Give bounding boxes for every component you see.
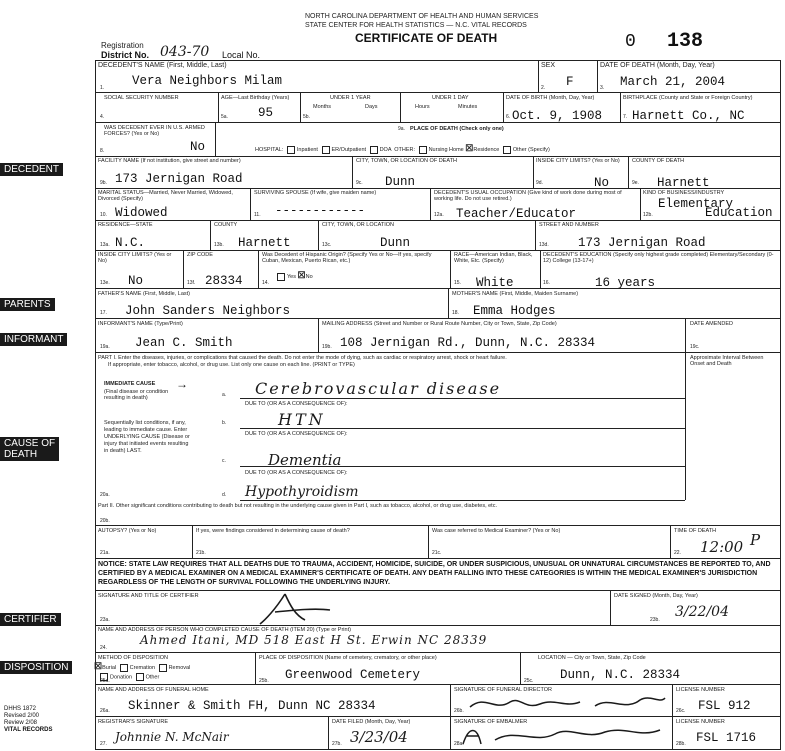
item-10: 10.	[100, 212, 107, 218]
form-id-line4: VITAL RECORDS	[4, 727, 53, 733]
label-residence-street: STREET AND NUMBER	[539, 222, 599, 228]
item-27: 27.	[100, 741, 107, 747]
label-hours: Hours	[415, 104, 430, 110]
item-a: a.	[222, 392, 227, 398]
label-due-to-2: DUE TO (OR AS A CONSEQUENCE OF):	[245, 431, 348, 437]
section-decedent: DECEDENT	[0, 163, 63, 176]
item-14: 14.	[262, 280, 269, 286]
checkbox-removal[interactable]	[159, 664, 167, 672]
arrow-right-icon: →	[176, 377, 188, 391]
section-disposition: DISPOSITION	[0, 661, 72, 674]
label-residence-state: RESIDENCE—STATE	[98, 222, 153, 228]
item-22: 22.	[674, 550, 681, 556]
value-license-number-1: FSL 912	[698, 699, 751, 713]
item-c: c.	[222, 458, 226, 464]
value-cause-b: HTN	[278, 410, 326, 429]
label-mother-name: MOTHER'S NAME (First, Middle, Maiden Surname)	[452, 291, 579, 297]
label-certifier-signature: SIGNATURE AND TITLE OF CERTIFIER	[98, 593, 199, 599]
item-9a: 9a.	[398, 126, 405, 132]
item-16: 16.	[543, 280, 550, 286]
value-industry-line2: Education	[705, 206, 773, 220]
label-due-to-3: DUE TO (OR AS A CONSEQUENCE OF):	[245, 470, 348, 476]
label-part-1-instructions: If appropriate, enter tobacco, alcohol, or drug use. List only one cause on each line. (PRINT or TYPE)	[108, 362, 355, 368]
label-immediate-cause: IMMEDIATE CAUSE	[104, 381, 156, 387]
label-minutes: Minutes	[458, 104, 478, 110]
item-17: 17.	[100, 310, 107, 316]
section-certifier: CERTIFIER	[0, 613, 61, 626]
district-number: 043-70	[160, 44, 210, 60]
label-doa: DOA	[379, 147, 392, 153]
label-burial: Burial	[102, 665, 117, 671]
label-funeral-director-signature: SIGNATURE OF FUNERAL DIRECTOR	[454, 687, 552, 693]
section-cause-of-death	[0, 437, 59, 461]
value-decedent-name: Vera Neighbors Milam	[132, 74, 283, 88]
label-place-of-death: PLACE OF DEATH (Check only one)	[410, 126, 504, 132]
item-3: 3.	[600, 85, 605, 91]
label-under-1-year: UNDER 1 YEAR	[330, 95, 371, 101]
value-date-signed: 3/22/04	[675, 604, 729, 620]
value-registrar-signature: Johnnie N. McNair	[115, 730, 229, 744]
item-8: 8.	[100, 148, 105, 154]
label-donation: Donation	[110, 674, 133, 681]
item-21a: 21a.	[100, 550, 110, 556]
value-date-filed: 3/23/04	[350, 728, 408, 746]
item-26c: 26c.	[676, 708, 686, 714]
label-date-of-death: DATE OF DEATH (Month, Day, Year)	[600, 62, 715, 69]
label-other-specify: Other (Specify)	[512, 147, 550, 153]
item-21c: 21c.	[432, 550, 442, 556]
section-informant: INFORMANT	[0, 333, 67, 346]
item-20a: 20a.	[100, 492, 110, 498]
form-id-line1: DHHS 1872	[4, 706, 37, 712]
item-11: 11.	[254, 212, 261, 218]
value-facility: 173 Jernigan Road	[115, 172, 243, 186]
label-license-number-2: LICENSE NUMBER	[676, 719, 725, 725]
value-cause-d: Hypothyroidism	[245, 484, 359, 500]
local-number-label: Local No.	[222, 50, 261, 60]
label-hospital: HOSPITAL:	[255, 147, 284, 153]
item-12a: 12a.	[434, 212, 444, 218]
value-birthplace: Harnett Co., NC	[632, 109, 745, 123]
label-education: DECEDENT'S EDUCATION (Specify only highest grade completed) Elementary/Secondary (0-12) College (13-17+)	[543, 252, 774, 264]
label-date-filed: DATE FILED (Month, Day, Year)	[332, 719, 411, 725]
item-13f: 13f.	[187, 280, 196, 286]
funeral-director-signature-mark	[465, 692, 670, 714]
label-other: OTHER:	[394, 147, 416, 153]
checkbox-other[interactable]	[503, 146, 511, 154]
label-due-to-1: DUE TO (OR AS A CONSEQUENCE OF):	[245, 401, 348, 407]
value-sex: F	[566, 75, 574, 89]
value-zip-code: 28334	[205, 274, 243, 288]
label-mailing-address: MAILING ADDRESS (Street and Number or Rural Route Number, City or Town, State, Zip Code)	[322, 321, 557, 327]
section-cause-line2: DEATH	[4, 449, 38, 460]
value-dob: Oct. 9, 1908	[512, 109, 603, 123]
label-zip-code: ZIP CODE	[187, 252, 213, 258]
checkbox-burial-checked-icon[interactable]: ☒	[94, 661, 103, 671]
value-marital-status: Widowed	[115, 206, 168, 220]
item-15: 15.	[454, 280, 461, 286]
label-hispanic-origin: Was Decedent of Hispanic Origin? (Specify Yes or No—If yes, specify Cuban, Mexican, Puerto Rican, etc.)	[262, 252, 432, 264]
certificate-number: 138	[667, 30, 704, 53]
checkbox-hispanic-yes[interactable]	[277, 273, 285, 281]
label-sex: SEX	[541, 62, 556, 69]
value-age: 95	[258, 106, 274, 120]
label-removal: Removal	[168, 665, 191, 671]
value-industry-line1: Elementary	[658, 197, 734, 211]
label-age: AGE—Last Birthday (Years)	[221, 95, 290, 101]
value-armed-forces: No	[190, 140, 206, 154]
label-part-2: Part II. Other significant conditions contributing to death but not resulting in the underlying cause given in Part I, such as tobacco, alcohol, or drug use, diabetes, etc.	[98, 503, 497, 509]
disposition-options-row1	[94, 663, 190, 672]
value-disposition-location: Dunn, N.C. 28334	[560, 668, 681, 682]
value-time-pm: P	[750, 531, 761, 549]
label-registrar-signature: REGISTRAR'S SIGNATURE	[98, 719, 169, 725]
label-hispanic-yes: Yes	[287, 274, 296, 280]
certificate-prefix: 0	[625, 32, 636, 52]
item-25c: 25c.	[524, 678, 534, 684]
item-20b: 20b.	[100, 518, 110, 524]
registration-label: Registration	[101, 41, 144, 50]
item-23a: 23a.	[100, 617, 110, 623]
label-inside-city-limits: INSIDE CITY LIMITS? (Yes or No)	[536, 158, 620, 164]
label-residence-county: COUNTY	[214, 222, 238, 228]
item-7: 7.	[623, 114, 628, 120]
item-9d: 9d.	[536, 180, 543, 186]
item-25a: 25a.	[100, 678, 110, 684]
label-interval: Approximate Interval Between Onset and Death	[690, 355, 764, 367]
value-city-of-death: Dunn	[385, 175, 416, 189]
item-2: 2.	[541, 85, 546, 91]
value-place-of-disposition: Greenwood Cemetery	[285, 668, 421, 682]
form-id-line3: Review 2/08	[4, 720, 38, 726]
form-id	[4, 706, 52, 734]
label-months: Months	[313, 104, 332, 110]
label-er-outpatient: ER/Outpatient	[331, 147, 367, 153]
checkbox-er-outpatient[interactable]	[322, 146, 330, 154]
item-5b: 5b.	[303, 114, 310, 120]
item-28a: 28a.	[454, 741, 464, 747]
label-residence-city: CITY, TOWN, OR LOCATION	[322, 222, 395, 228]
label-industry: KIND OF BUSINESS/INDUSTRY	[643, 190, 725, 196]
label-informant-name: INFORMANT'S NAME (Type/Print)	[98, 321, 183, 327]
item-25b: 25b.	[259, 678, 269, 684]
label-county-of-death: COUNTY OF DEATH	[632, 158, 685, 164]
item-19b: 19b.	[322, 344, 332, 350]
label-residence-inside-city: INSIDE CITY LIMITS? (Yes or No)	[98, 252, 172, 264]
label-notice: NOTICE: STATE LAW REQUIRES THAT ALL DEATHS DUE TO TRAUMA, ACCIDENT, HOMICIDE, SUICIDE, OR UNDER SUSPICIOUS, UNUSUAL OR UNNATURAL CIRCUMSTANCES BE REPORTED TO, AND CERTIFIED BY A MEDICAL EXAMINER ON A MEDICAL EXAMINER'S CERTIFICATE OF DEATH. ANY DEATH FALLING INTO THESE CATEGORIES IS WITHIN THE MEDICAL EXAMINER'S JURISDICTION REGARDLESS OF THE LENGTH OF SURVIVAL FOLLOWING THE UNDERLYING INJURY.	[98, 561, 771, 586]
item-23b: 23b.	[650, 617, 660, 623]
value-cause-c: Dementia	[268, 451, 342, 469]
label-father-name: FATHER'S NAME (First, Middle, Last)	[98, 291, 191, 297]
label-cremation: Cremation	[129, 665, 156, 671]
checkbox-cremation[interactable]	[120, 664, 128, 672]
label-other-disposition: Other	[145, 674, 160, 681]
label-sequential: Sequentially list conditions, if any, leading to immediate cause. Enter UNDERLYING CAUSE (Disease or injury that initiated events resulting in death) LAST.	[104, 420, 190, 454]
label-me-referred: Was case referred to Medical Examiner? (Yes or No)	[432, 528, 561, 534]
label-days: Days	[365, 104, 378, 110]
checkbox-residence-checked-icon[interactable]: ☒	[465, 143, 474, 153]
label-immediate-cause-sub: (Final disease or condition resulting in death)	[104, 389, 169, 401]
label-date-signed: DATE SIGNED (Month, Day, Year)	[614, 593, 698, 599]
section-cause-line1: CAUSE OF	[4, 438, 56, 449]
label-surviving-spouse: SURVIVING SPOUSE (If wife, give maiden name)	[254, 190, 377, 196]
value-residence-city: Dunn	[380, 236, 411, 250]
label-dob: DATE OF BIRTH (Month, Day, Year)	[506, 95, 595, 101]
agency-line-1: NORTH CAROLINA DEPARTMENT OF HEALTH AND HUMAN SERVICES	[305, 13, 539, 20]
item-18: 18.	[452, 310, 459, 316]
value-residence-street: 173 Jernigan Road	[578, 236, 706, 250]
label-date-amended: DATE AMENDED	[690, 321, 733, 327]
label-hispanic-no: No	[305, 274, 313, 280]
label-nursing-home: Nursing Home	[428, 147, 464, 153]
label-race: RACE—American Indian, Black, White, Etc. (Specify)	[454, 252, 533, 264]
value-occupation: Teacher/Educator	[456, 207, 577, 221]
label-disposition-location: LOCATION — City or Town, State, Zip Code	[538, 655, 646, 661]
label-residence: Residence	[473, 147, 500, 153]
item-27b: 27b.	[332, 741, 342, 747]
certifier-signature-mark	[255, 590, 335, 626]
label-autopsy: AUTOPSY? (Yes or No)	[98, 528, 157, 534]
label-birthplace: BIRTHPLACE (County and State or Foreign Country)	[623, 95, 753, 101]
label-funeral-home: NAME AND ADDRESS OF FUNERAL HOME	[98, 687, 209, 693]
item-28b: 28b.	[676, 741, 686, 747]
value-time-of-death: 12:00	[700, 538, 744, 556]
label-license-number-1: LICENSE NUMBER	[676, 687, 725, 693]
label-marital-status: MARITAL STATUS—Married, Never Married, Widowed, Divorced (Specify)	[98, 190, 233, 202]
value-date-of-death: March 21, 2004	[620, 75, 726, 89]
item-26b: 26b.	[454, 708, 464, 714]
label-ssn: SOCIAL SECURITY NUMBER	[104, 95, 179, 101]
item-19c: 19c.	[690, 344, 700, 350]
value-father-name: John Sanders Neighbors	[125, 304, 291, 318]
value-mother-name: Emma Hodges	[473, 304, 556, 318]
label-part-1: PART I. Enter the diseases, injuries, or complications that caused the death. Do not enter the mode of dying, such as cardiac or respiratory arrest, shock or heart failure.	[98, 355, 507, 361]
value-funeral-home: Skinner & Smith FH, Dunn NC 28334	[128, 699, 376, 713]
district-label: District No.	[101, 50, 150, 60]
value-cause-completed-by: Ahmed Itani, MD 518 East H St. Erwin NC 28339	[140, 633, 488, 647]
label-time-of-death: TIME OF DEATH	[674, 528, 717, 534]
value-race: White	[476, 276, 514, 290]
form-id-line2: Revised 2/00	[4, 713, 40, 719]
item-4: 4.	[100, 114, 105, 120]
value-county-of-death: Harnett	[657, 176, 710, 190]
label-method-of-disposition: METHOD OF DISPOSITION	[98, 655, 168, 661]
item-24: 24.	[100, 645, 107, 651]
checkbox-doa[interactable]	[370, 146, 378, 154]
item-13a: 13a.	[100, 242, 110, 248]
agency-line-2: STATE CENTER FOR HEALTH STATISTICS — N.C. VITAL RECORDS	[305, 22, 527, 29]
certificate-title: CERTIFICATE OF DEATH	[355, 31, 498, 45]
item-13c: 13c.	[322, 242, 332, 248]
place-of-death-options	[255, 145, 550, 154]
item-9c: 9c.	[356, 180, 363, 186]
label-armed-forces: WAS DECEDENT EVER IN U.S. ARMED FORCES? (Yes or No)	[104, 125, 205, 137]
label-decedent-name: DECEDENT'S NAME (First, Middle, Last)	[98, 62, 227, 69]
value-education: 16 years	[595, 276, 656, 290]
value-mailing-address: 108 Jernigan Rd., Dunn, N.C. 28334	[340, 336, 596, 350]
label-cause-completed-by: NAME AND ADDRESS OF PERSON WHO COMPLETED CAUSE OF DEATH (ITEM 20) (Type or Print)	[98, 627, 351, 633]
value-residence-state: N.C.	[115, 236, 146, 250]
item-13e: 13e.	[100, 280, 110, 286]
item-13b: 13b.	[214, 242, 224, 248]
value-residence-county: Harnett	[238, 236, 291, 250]
label-facility: FACILITY NAME (If not institution, give street and number)	[98, 158, 241, 164]
item-d: d.	[222, 492, 227, 498]
item-1: 1.	[100, 85, 105, 91]
item-9e: 9e.	[632, 180, 639, 186]
label-autopsy-findings: If yes, were findings considered in determining cause of death?	[196, 528, 350, 534]
item-9b: 9b.	[100, 180, 107, 186]
item-26a: 26a.	[100, 708, 110, 714]
item-12b: 12b.	[643, 212, 653, 218]
label-occupation: DECEDENT'S USUAL OCCUPATION (Give kind of work done during most of working life. Do not use retired.)	[434, 190, 622, 202]
embalmer-signature-mark	[455, 722, 670, 748]
label-under-1-day: UNDER 1 DAY	[432, 95, 469, 101]
hispanic-options	[275, 272, 313, 281]
label-inpatient: Inpatient	[296, 147, 318, 153]
label-city-of-death: CITY, TOWN, OR LOCATION OF DEATH	[356, 158, 457, 164]
checkbox-nursing-home[interactable]	[419, 146, 427, 154]
value-informant-name: Jean C. Smith	[135, 336, 233, 350]
label-place-of-disposition: PLACE OF DISPOSITION (Name of cemetery, crematory, or other place)	[259, 655, 437, 661]
value-license-number-2: FSL 1716	[696, 731, 757, 745]
section-parents: PARENTS	[0, 298, 55, 311]
value-inside-city-limits: No	[594, 176, 610, 190]
item-5a: 5a.	[221, 114, 228, 120]
checkbox-other-disposition[interactable]	[136, 673, 144, 681]
item-19a: 19a.	[100, 344, 110, 350]
item-b: b.	[222, 420, 227, 426]
value-cause-a: Cerebrovascular disease	[255, 379, 502, 398]
checkbox-inpatient[interactable]	[287, 146, 295, 154]
value-surviving-spouse: ------------	[275, 204, 366, 218]
item-6: 6.	[506, 114, 511, 120]
checkbox-hispanic-no-checked-icon[interactable]: ☒	[297, 270, 306, 280]
item-13d: 13d.	[539, 242, 549, 248]
item-21b: 21b.	[196, 550, 206, 556]
value-residence-inside-city: No	[128, 274, 144, 288]
label-embalmer-signature: SIGNATURE OF EMBALMER	[454, 719, 528, 725]
